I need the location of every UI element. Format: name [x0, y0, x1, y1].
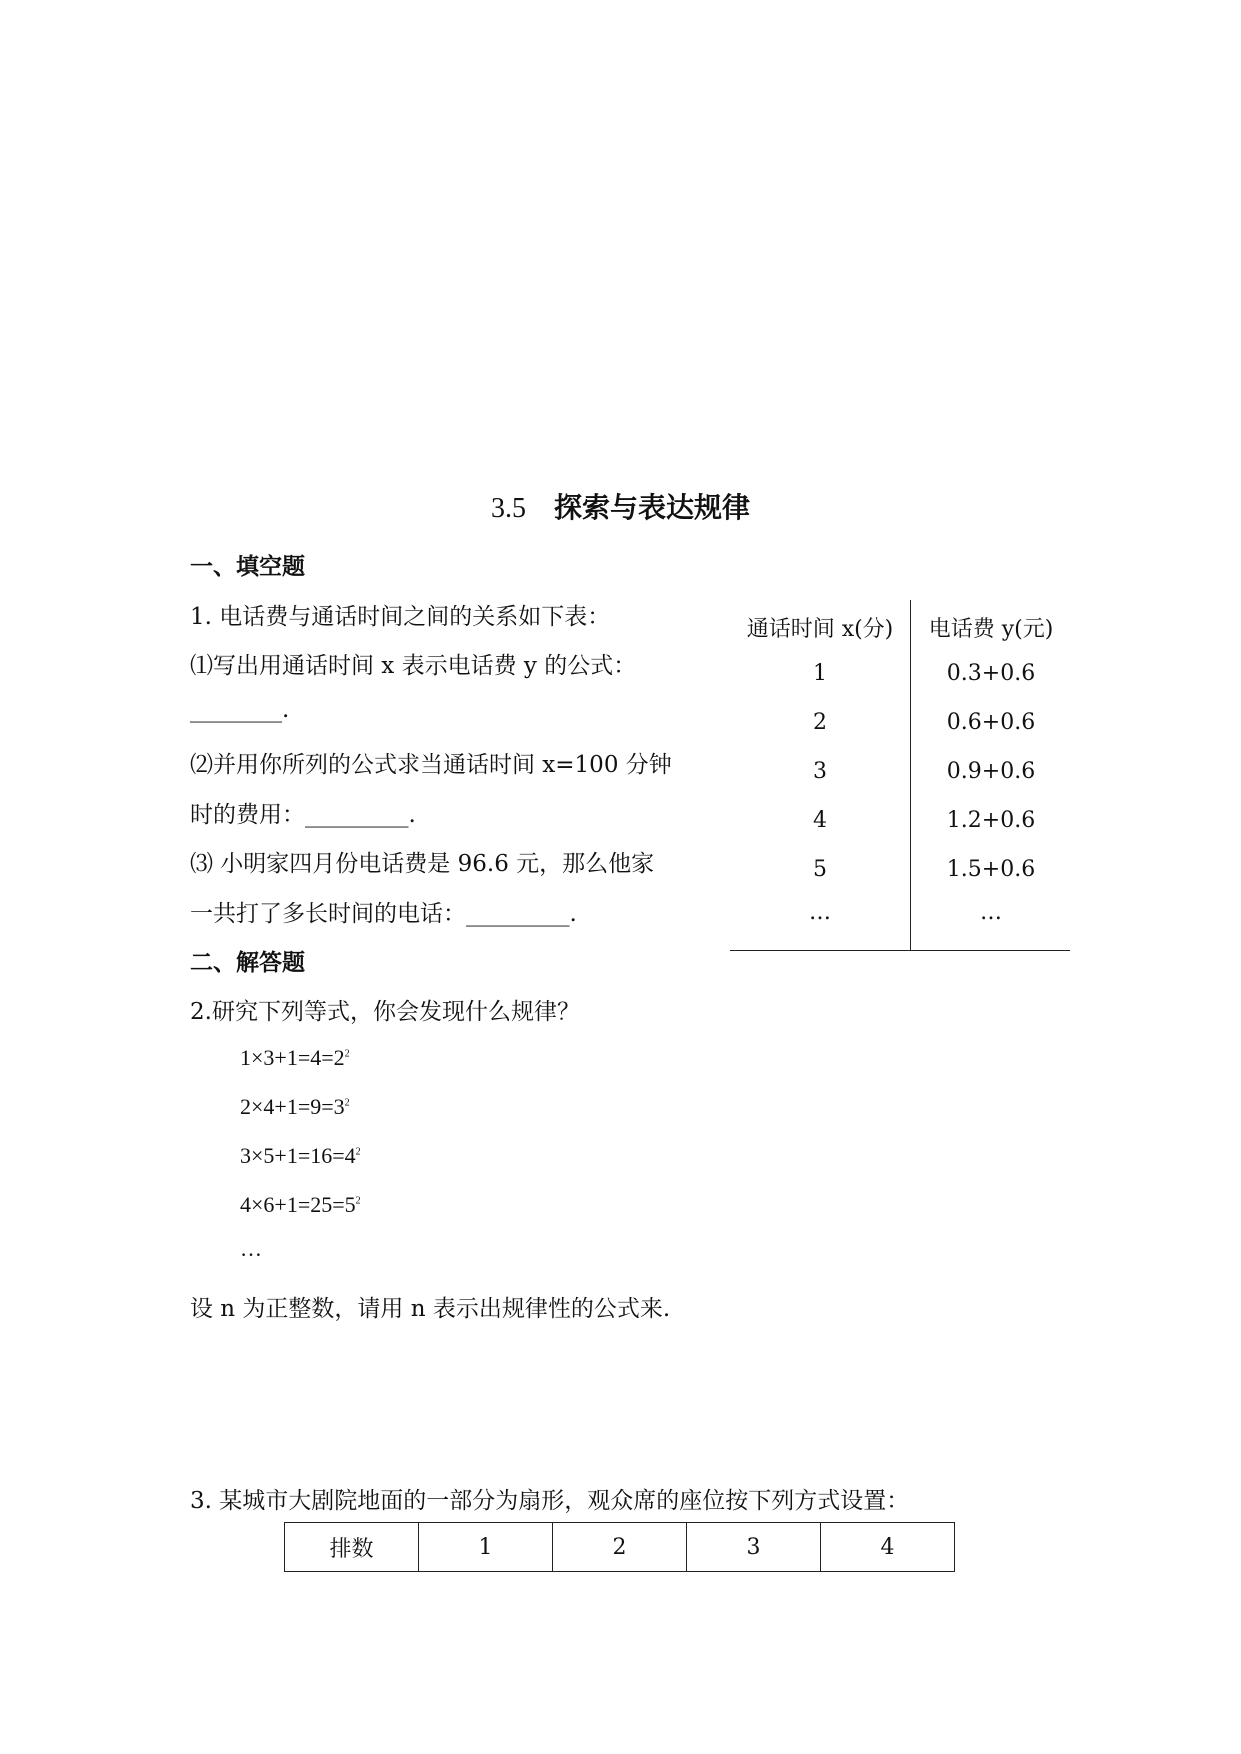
header-call-time: 通话时间 x(分)	[746, 617, 894, 642]
q1-part1: ⑴写出用通话时间 x 表示电话费 y 的公式：	[190, 653, 637, 679]
table-row	[285, 1523, 955, 1572]
q1-part3-line2: 一共打了多长时间的电话：_________.	[190, 901, 577, 927]
equation-text: 4×6+1=25=5	[240, 1192, 356, 1217]
table-cell-fee: 1.2+0.6	[946, 808, 1036, 833]
equation-exponent: 2	[344, 1048, 350, 1060]
table-cell-time: …	[809, 900, 831, 925]
equation-text: 1×3+1=4=2	[240, 1045, 345, 1070]
equation-exponent: 2	[355, 1146, 361, 1158]
q1-part2-line1: ⑵并用你所列的公式求当通话时间 x=100 分钟	[190, 752, 672, 778]
table-cell-fee: …	[980, 900, 1002, 925]
table-cell-time: 4	[813, 808, 827, 833]
seat-table	[284, 1522, 955, 1572]
title-text: 探索与表达规律	[553, 491, 750, 524]
equation-line	[240, 1143, 361, 1169]
header-fee: 电话费 y(元)	[928, 617, 1054, 642]
q3-intro: 3. 某城市大剧院地面的一部分为扇形，观众席的座位按下列方式设置：	[190, 1488, 910, 1514]
table-cell-time: 5	[813, 857, 827, 882]
q2-intro: 2.研究下列等式，你会发现什么规律？	[190, 999, 580, 1025]
table-cell-fee: 0.6+0.6	[946, 710, 1036, 735]
table-divider	[910, 600, 911, 950]
equation-exponent: 2	[344, 1097, 350, 1109]
seat-table-header: 排数	[285, 1523, 419, 1572]
seat-table-cell: 2	[553, 1523, 687, 1572]
section-answer-heading: 二、解答题	[190, 950, 305, 976]
equation-text: 2×4+1=9=3	[240, 1094, 345, 1119]
table-cell-time: 1	[813, 661, 827, 686]
seat-table-cell: 1	[419, 1523, 553, 1572]
table-cell-fee: 0.9+0.6	[946, 759, 1036, 784]
table-cell-fee: 1.5+0.6	[946, 857, 1036, 882]
equation-line	[240, 1192, 361, 1218]
equation-exponent: 2	[355, 1195, 361, 1207]
q1-part2-line2: 时的费用：_________.	[190, 802, 416, 828]
equation-line	[240, 1094, 350, 1120]
equation-ellipsis: …	[240, 1236, 262, 1261]
q1-part1-blank: ________.	[190, 697, 290, 723]
section-fill-blank-heading: 一、填空题	[190, 554, 305, 580]
seat-table-cell: 3	[687, 1523, 821, 1572]
q1-intro: 1. 电话费与通话时间之间的关系如下表：	[190, 604, 611, 630]
table-cell-fee: 0.3+0.6	[946, 661, 1036, 686]
seat-table-cell: 4	[821, 1523, 955, 1572]
q1-part3-line1: ⑶ 小明家四月份电话费是 96.6 元，那么他家	[190, 851, 655, 877]
phone-fee-table	[730, 600, 1070, 951]
section-number: 3.5	[490, 493, 526, 524]
equation-text: 3×5+1=16=4	[240, 1143, 356, 1168]
equation-line	[240, 1045, 350, 1071]
table-cell-time: 2	[813, 710, 827, 735]
page-title	[0, 486, 1241, 526]
q2-ask: 设 n 为正整数，请用 n 表示出规律性的公式来.	[190, 1296, 671, 1322]
table-cell-time: 3	[813, 759, 827, 784]
